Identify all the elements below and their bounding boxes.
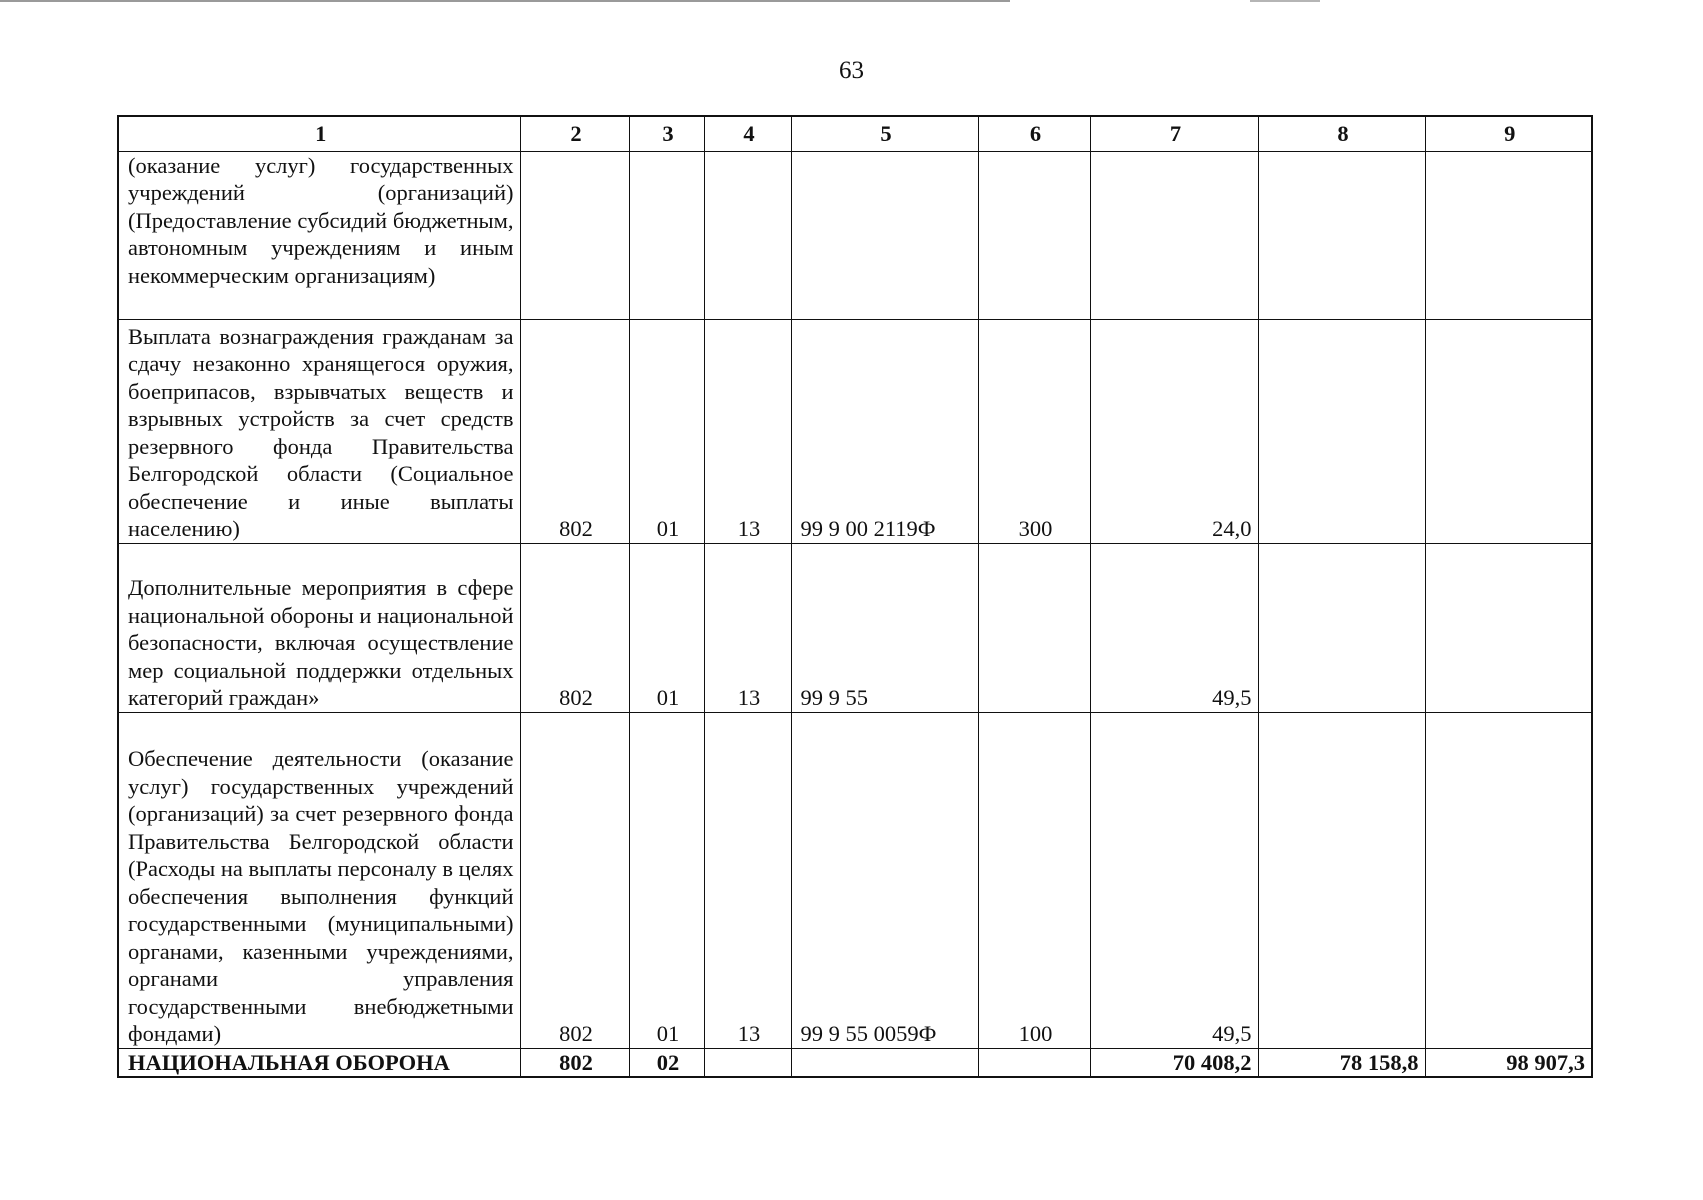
column-header: 2 — [520, 116, 629, 151]
cell-col9 — [1425, 151, 1592, 319]
cell-col3: 01 — [629, 319, 704, 543]
cell-col8 — [1258, 319, 1425, 543]
scan-edge-line — [0, 0, 1010, 2]
table-row — [118, 543, 1592, 712]
cell-col5: 99 9 00 2119Ф — [791, 319, 978, 543]
cell-col9: 98 907,3 — [1425, 1048, 1592, 1077]
cell-col6 — [978, 543, 1090, 712]
cell-col9 — [1425, 712, 1592, 1048]
cell-col3 — [629, 151, 704, 319]
cell-col2: 802 — [520, 1048, 629, 1077]
column-header: 4 — [704, 116, 791, 151]
cell-col8: 78 158,8 — [1258, 1048, 1425, 1077]
cell-col4: 13 — [704, 543, 791, 712]
cell-col6 — [978, 151, 1090, 319]
cell-col5: 99 9 55 0059Ф — [791, 712, 978, 1048]
cell-col5 — [791, 151, 978, 319]
cell-col3: 01 — [629, 543, 704, 712]
cell-col3: 02 — [629, 1048, 704, 1077]
budget-table — [117, 115, 1593, 1078]
column-header: 3 — [629, 116, 704, 151]
column-header: 1 — [118, 116, 520, 151]
cell-col8 — [1258, 712, 1425, 1048]
cell-col7 — [1090, 151, 1258, 319]
row-name: НАЦИОНАЛЬНАЯ ОБОРОНА — [118, 1048, 520, 1077]
column-header: 6 — [978, 116, 1090, 151]
row-name: Выплата вознаграждения гражданам за сдачу незаконно хранящегося оружия, боеприпасов, взрывчатых веществ и взрывных устройств за счет средств резервного фонда Правительства Белгородской области (Социальное обеспечение и иные выплаты населению) — [118, 319, 520, 543]
column-header: 7 — [1090, 116, 1258, 151]
cell-col4 — [704, 1048, 791, 1077]
cell-col7: 24,0 — [1090, 319, 1258, 543]
cell-col4 — [704, 151, 791, 319]
table-header-row — [118, 116, 1592, 151]
cell-col4: 13 — [704, 712, 791, 1048]
cell-col6: 100 — [978, 712, 1090, 1048]
row-name: (оказание услуг) государственных учреждений (организаций) (Предоставление субсидий бюджетным, автономным учреждениям и иным некоммерческим организациям) — [118, 151, 520, 319]
cell-col3: 01 — [629, 712, 704, 1048]
table-row — [118, 151, 1592, 319]
scan-edge-line — [1250, 0, 1320, 2]
cell-col6 — [978, 1048, 1090, 1077]
cell-col7: 49,5 — [1090, 543, 1258, 712]
cell-col2: 802 — [520, 319, 629, 543]
column-header: 5 — [791, 116, 978, 151]
row-name: Обеспечение деятельности (оказание услуг) государственных учреждений (организаций) за счет резервного фонда Правительства Белгородской области (Расходы на выплаты персоналу в целях обеспечения выполнения функций государственными (муниципальными) органами, казенными учреждениями, органами управления государственными внебюджетными фондами) — [118, 712, 520, 1048]
cell-col8 — [1258, 151, 1425, 319]
cell-col5 — [791, 1048, 978, 1077]
table-row — [118, 319, 1592, 543]
cell-col2: 802 — [520, 543, 629, 712]
table-row-total — [118, 1048, 1592, 1077]
cell-col6: 300 — [978, 319, 1090, 543]
row-name: Дополнительные мероприятия в сфере национальной обороны и национальной безопасности, включая осуществление мер социальной поддержки отдельных категорий граждан» — [118, 543, 520, 712]
cell-col7: 49,5 — [1090, 712, 1258, 1048]
cell-col4: 13 — [704, 319, 791, 543]
cell-col9 — [1425, 543, 1592, 712]
column-header: 9 — [1425, 116, 1592, 151]
cell-col9 — [1425, 319, 1592, 543]
table-row — [118, 712, 1592, 1048]
cell-col8 — [1258, 543, 1425, 712]
cell-col5: 99 9 55 — [791, 543, 978, 712]
cell-col7: 70 408,2 — [1090, 1048, 1258, 1077]
cell-col2: 802 — [520, 712, 629, 1048]
cell-col2 — [520, 151, 629, 319]
page-number: 63 — [839, 57, 864, 84]
column-header: 8 — [1258, 116, 1425, 151]
